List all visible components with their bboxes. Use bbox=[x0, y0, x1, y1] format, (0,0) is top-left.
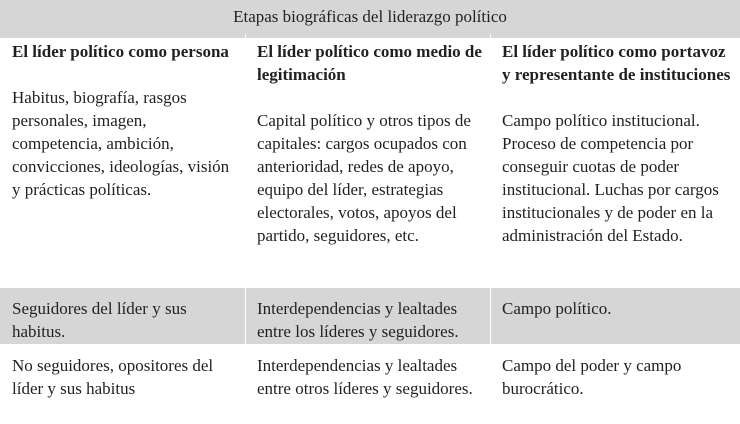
column-cell bbox=[12, 40, 240, 201]
column-divider bbox=[490, 34, 491, 424]
column-cell bbox=[502, 40, 734, 247]
column-heading: El líder político como persona bbox=[12, 42, 229, 61]
column-cell bbox=[257, 40, 485, 247]
table-cell: Campo político. bbox=[502, 299, 612, 318]
column-description: Habitus, biografía, rasgos personales, imagen, competencia, ambición, convicciones, ideologías, visión y prácticas políticas. bbox=[12, 88, 230, 199]
table-cell: Interdependencias y lealtades entre otros líderes y seguidores. bbox=[257, 356, 473, 398]
column-divider bbox=[245, 34, 246, 424]
column-heading: El líder político como portavoz y representante de instituciones bbox=[502, 42, 731, 84]
column-heading: El líder político como medio de legitimación bbox=[257, 42, 482, 84]
column-description: Capital político y otros tipos de capitales: cargos ocupados con anterioridad, redes de apoyo, equipo del líder, estrategias electorales, votos, apoyos del partido, seguidores, etc. bbox=[257, 111, 471, 245]
table-cell: Campo del poder y campo burocrático. bbox=[502, 356, 682, 398]
table-title-row bbox=[0, 0, 740, 34]
title-separator-band bbox=[0, 34, 740, 38]
table-title: Etapas biográficas del liderazgo político bbox=[233, 7, 507, 26]
table-cell: Interdependencias y lealtades entre los líderes y seguidores. bbox=[257, 299, 459, 341]
table-cell: Seguidores del líder y sus habitus. bbox=[12, 299, 187, 341]
table-cell: No seguidores, opositores del líder y sus habitus bbox=[12, 356, 214, 398]
column-description: Campo político institucional. Proceso de competencia por conseguir cuotas de poder institucional. Luchas por cargos institucionales y de poder en la administración del Estado. bbox=[502, 111, 719, 245]
